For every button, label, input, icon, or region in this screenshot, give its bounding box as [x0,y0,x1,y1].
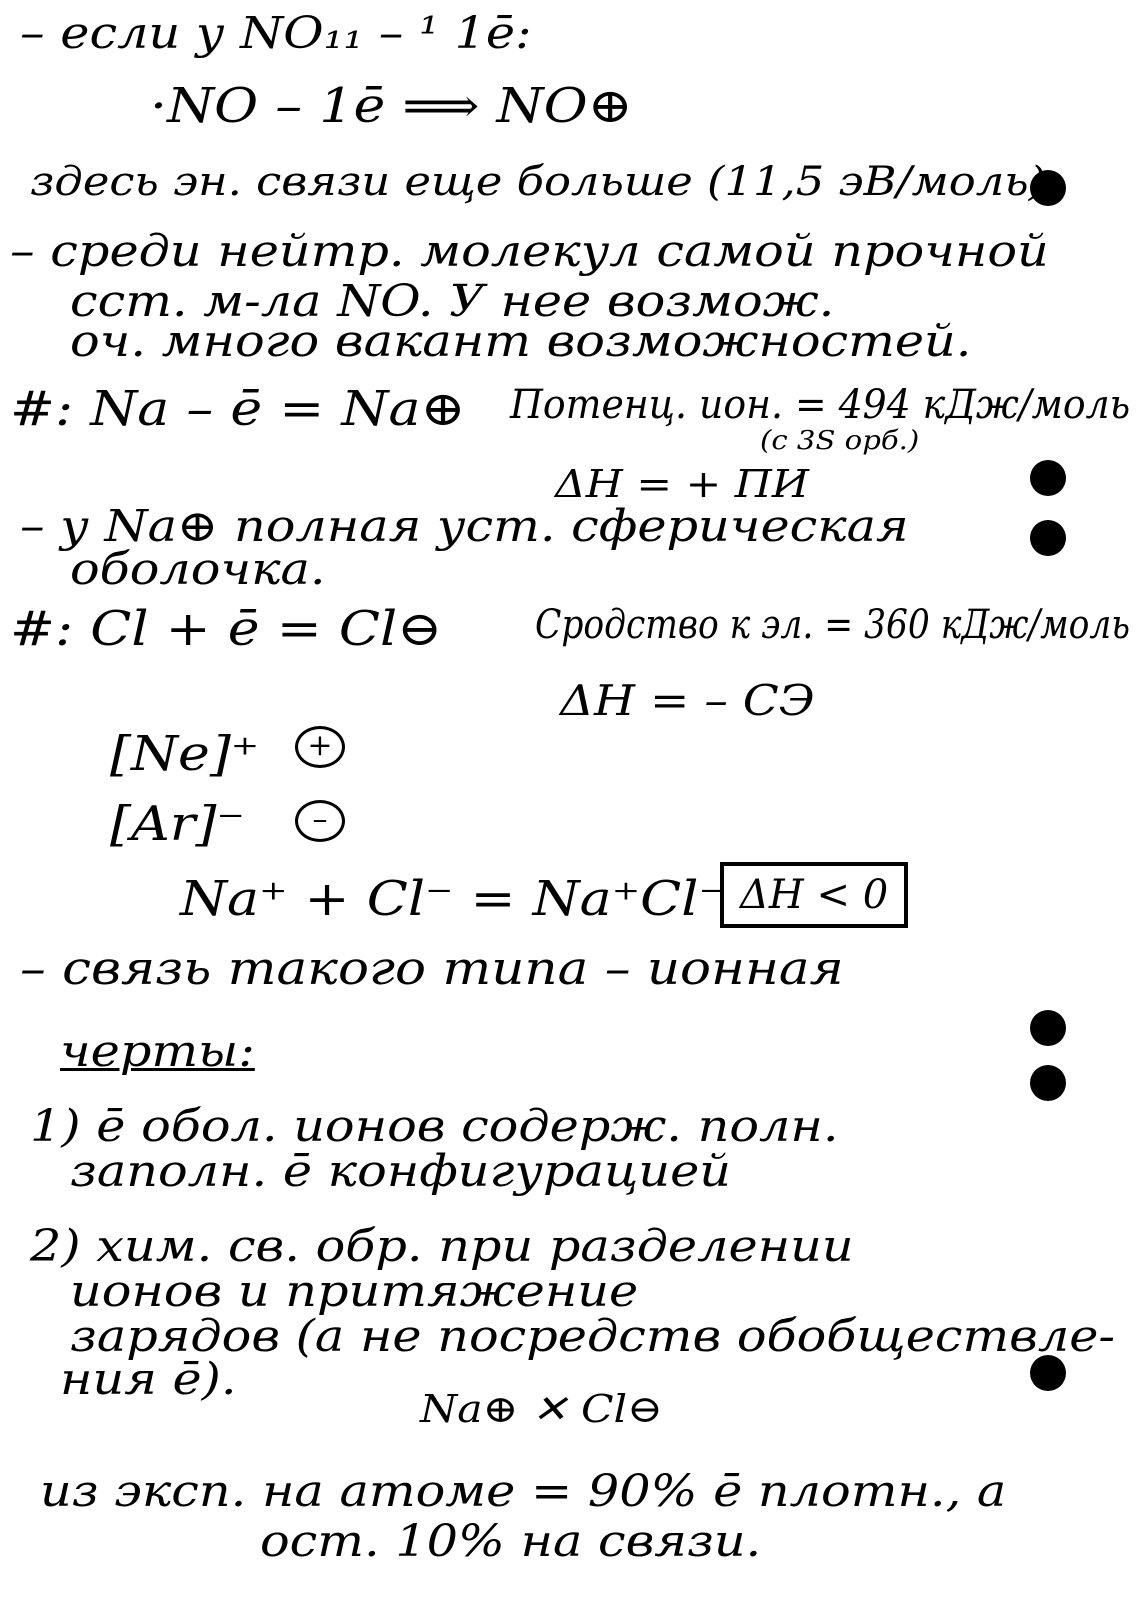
note-line: [Ne]⁺ [110,726,260,782]
punch-hole [1030,520,1066,556]
note-line: Сродство к эл. = 360 кДж/моль [535,602,1131,648]
note-line: сст. м-ла NO. У нее возмож. [70,276,835,327]
note-line: оч. много вакант возможностей. [70,316,972,367]
note-line: – если у NO₁₁ – ¹ 1ē: [20,8,532,59]
note-line: ост. 10% на связи. [260,1516,762,1567]
note-line: ионов и притяжение [70,1266,639,1317]
punch-hole [1030,1010,1066,1046]
note-line: ния ē). [60,1354,237,1405]
note-line: 1) ē обол. ионов содерж. полн. [30,1101,839,1152]
punch-hole [1030,1065,1066,1101]
punch-hole [1030,460,1066,496]
enthalpy-box: ΔH < 0 [720,862,908,928]
note-line: #: Cl + ē = Cl⊖ [10,601,443,657]
note-line: ΔH = + ПИ [555,462,809,506]
note-line: Потенц. ион. = 494 кДж/моль [510,382,1131,428]
note-line: оболочка. [70,544,326,595]
note-line: – связь такого типа – ионная [20,941,844,995]
note-line: (с 3S орб.) [760,426,920,456]
note-line: [Ar]⁻ [110,796,245,852]
note-line: – среди нейтр. молекул самой прочной [10,226,1049,277]
note-line: Na⁺ + Cl⁻ = Na⁺Cl⁻ [180,871,727,927]
note-line: заполн. ē конфигурацией [70,1146,731,1197]
note-line: Na⊕ ✕ Cl⊖ [420,1387,663,1431]
note-line: зарядов (а не посредств обобществле- [70,1311,1116,1362]
note-line: 2) хим. св. обр. при разделении [30,1221,854,1272]
note-line: #: Na – ē = Na⊕ [10,381,466,437]
note-line: ·NO – 1ē ⟹ NO⊕ [150,78,633,134]
plus-circle-icon: + [295,726,345,768]
section-heading: черты: [60,1026,255,1077]
note-line: ΔH = – СЭ [560,676,815,725]
minus-circle-icon: – [295,800,345,842]
note-line: здесь эн. связи еще больше (11,5 эВ/моль) [30,159,1047,205]
note-line: из эксп. на атоме = 90% ē плотн., а [40,1466,1007,1517]
note-line: – у Na⊕ полная уст. сферическая [20,501,909,552]
